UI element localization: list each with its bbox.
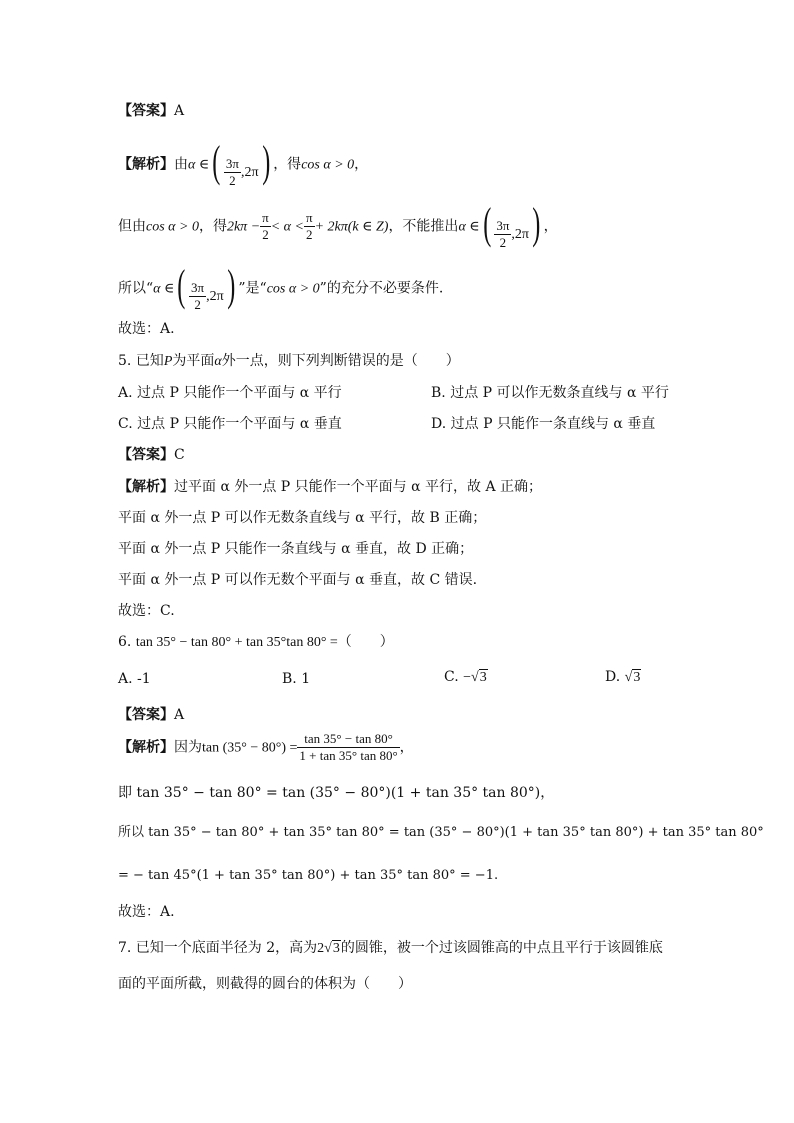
math: P: [163, 354, 173, 369]
radicand: 3: [332, 941, 340, 956]
denominator: 2: [306, 227, 313, 243]
denominator: 2: [499, 235, 507, 251]
answer-label: 【答案】: [118, 707, 174, 723]
q7-stem-line-1: [118, 941, 663, 956]
math: 2π: [244, 165, 259, 180]
analysis-label: 【解析】: [118, 739, 174, 756]
text: ”的充分不必要条件.: [319, 280, 444, 297]
q6-analysis-line-4: = − tan 45°(1 + tan 35° tan 80°) + tan 35° tan 80° = −1.: [118, 868, 499, 883]
q5-analysis-line-3: 平面 α 外一点 P 只能作一条直线与 α 垂直，故 D 正确；: [118, 541, 474, 557]
text: 但由: [118, 218, 146, 235]
math: 2kπ −: [226, 219, 261, 235]
answer-value: A: [174, 707, 185, 723]
math: tan 35° − tan 80° + tan 35°tan 80° =（ ）: [135, 635, 394, 650]
denominator: 2: [194, 297, 201, 313]
q4-answer: [118, 104, 184, 118]
text: 所以“: [118, 280, 154, 297]
numerator: tan 35° − tan 80°: [297, 731, 399, 748]
q4-analysis-line-1: [118, 137, 369, 189]
fraction: [297, 731, 399, 764]
q5-stem: [118, 354, 460, 369]
math: α ∈: [458, 219, 480, 235]
q7-stem-line-2: 面的平面所截，则截得的圆台的体积为（ ）: [118, 976, 412, 992]
q6-choose: 故选：A.: [118, 904, 175, 920]
math: −: [463, 670, 472, 685]
math: 2π: [514, 227, 529, 242]
answer-value: A: [174, 103, 185, 119]
q6-option-c: [444, 670, 488, 685]
math: α ∈: [153, 281, 175, 297]
q6-option-a: A. -1: [118, 671, 151, 687]
q6-answer: [118, 708, 184, 722]
q6-stem: [118, 635, 394, 650]
text: ”是“: [238, 280, 267, 297]
text: 过平面 α 外一点 P 只能作一个平面与 α 平行，故 A 正确；: [174, 479, 543, 495]
text: 已知: [135, 353, 164, 369]
numerator: π: [262, 210, 269, 226]
math: α: [214, 354, 222, 369]
q4-analysis-line-2: 但由cos α > 0，得2kπ − $\frac{\pi}{2}$ < α < $\frac{\pi}{2}$ + 2kπ(k ∈ Z)，不能推出α ∈( $\frac{3\pi}{2}$ ,2π) ，: [118, 199, 558, 251]
answer-label: 【答案】: [118, 103, 174, 119]
sqrt: √3: [324, 941, 340, 956]
option-label: D.: [605, 669, 621, 685]
math: cos α > 0: [301, 157, 355, 173]
numerator: 3π: [225, 156, 239, 172]
text: 由: [174, 156, 188, 173]
math: < α <: [270, 219, 304, 235]
math: tan (35° − 80°) =: [202, 740, 298, 756]
radicand: 3: [633, 670, 641, 685]
q5-option-c: C. 过点 P 只能作一个平面与 α 垂直: [118, 416, 342, 432]
q6-analysis-line-1: [118, 731, 414, 764]
option-label: C.: [444, 669, 459, 685]
denominator: 1 + tan 35° tan 80°: [299, 748, 398, 763]
question-number: 5.: [118, 353, 132, 369]
text: 7. 已知一个底面半径为 2，高为: [118, 940, 318, 956]
q5-analysis-line-4: 平面 α 外一点 P 可以作无数个平面与 α 垂直，故 C 错误.: [118, 572, 478, 588]
sqrt: √3: [471, 670, 487, 685]
math: cos α > 0: [266, 281, 320, 297]
numerator: π: [305, 210, 313, 226]
text: 的圆锥，被一个过该圆锥高的中点且平行于该圆锥底: [340, 940, 663, 956]
q6-option-d: [605, 670, 641, 685]
q5-option-a: A. 过点 P 只能作一个平面与 α 平行: [118, 385, 342, 401]
numerator: 3π: [496, 218, 510, 234]
text: 为平面: [172, 353, 215, 369]
text: ，得: [273, 156, 302, 173]
answer-value: C: [174, 447, 185, 463]
math: α ∈: [188, 157, 210, 173]
answer-label: 【答案】: [118, 447, 174, 463]
question-number: 6.: [118, 634, 132, 650]
text: ，: [354, 156, 369, 173]
analysis-label: 【解析】: [118, 156, 174, 173]
text: 因为: [174, 739, 202, 756]
denominator: 2: [262, 227, 269, 243]
interval: ( $\frac{3\pi}{2}$ ,2π): [212, 137, 270, 189]
radicand: 3: [479, 670, 487, 685]
text: ，: [399, 739, 414, 756]
q5-answer: [118, 448, 185, 462]
sqrt: √3: [624, 670, 641, 685]
q5-option-d: D. 过点 P 只能作一条直线与 α 垂直: [431, 416, 656, 432]
q6-option-b: B. 1: [282, 671, 311, 687]
q5-option-b: B. 过点 P 可以作无数条直线与 α 平行: [431, 385, 669, 401]
math: 2π: [209, 289, 224, 304]
text: 外一点，则下列判断错误的是（ ）: [221, 353, 460, 369]
math: cos α > 0: [146, 219, 199, 235]
q6-analysis-line-2: 即 tan 35° − tan 80° = tan (35° − 80°)(1 + tan 35° tan 80°)，: [118, 785, 555, 801]
q5-analysis-line-1: [118, 480, 542, 494]
q6-analysis-line-3: 所以 tan 35° − tan 80° + tan 35° tan 80° = tan (35° − 80°)(1 + tan 35° tan 80°) + tan 35° tan 80°: [118, 825, 764, 840]
q5-analysis-line-2: 平面 α 外一点 P 可以作无数条直线与 α 平行，故 B 正确；: [118, 510, 487, 526]
q4-analysis-line-3: 所以“α ∈( $\frac{3\pi}{2}$ ,2π) ”是“cos α > 0”的充分不必要条件.: [118, 261, 444, 313]
numerator: 3π: [191, 280, 205, 296]
analysis-label: 【解析】: [118, 479, 174, 495]
math: 2: [317, 941, 325, 956]
q5-choose: 故选：C.: [118, 603, 175, 619]
math: + 2kπ(k ∈ Z): [314, 219, 389, 235]
text: ，得: [198, 218, 227, 235]
text: ，不能推出: [388, 218, 459, 235]
q4-choose: 故选：A.: [118, 321, 175, 337]
denominator: 2: [229, 173, 236, 189]
text: ，: [543, 218, 558, 235]
